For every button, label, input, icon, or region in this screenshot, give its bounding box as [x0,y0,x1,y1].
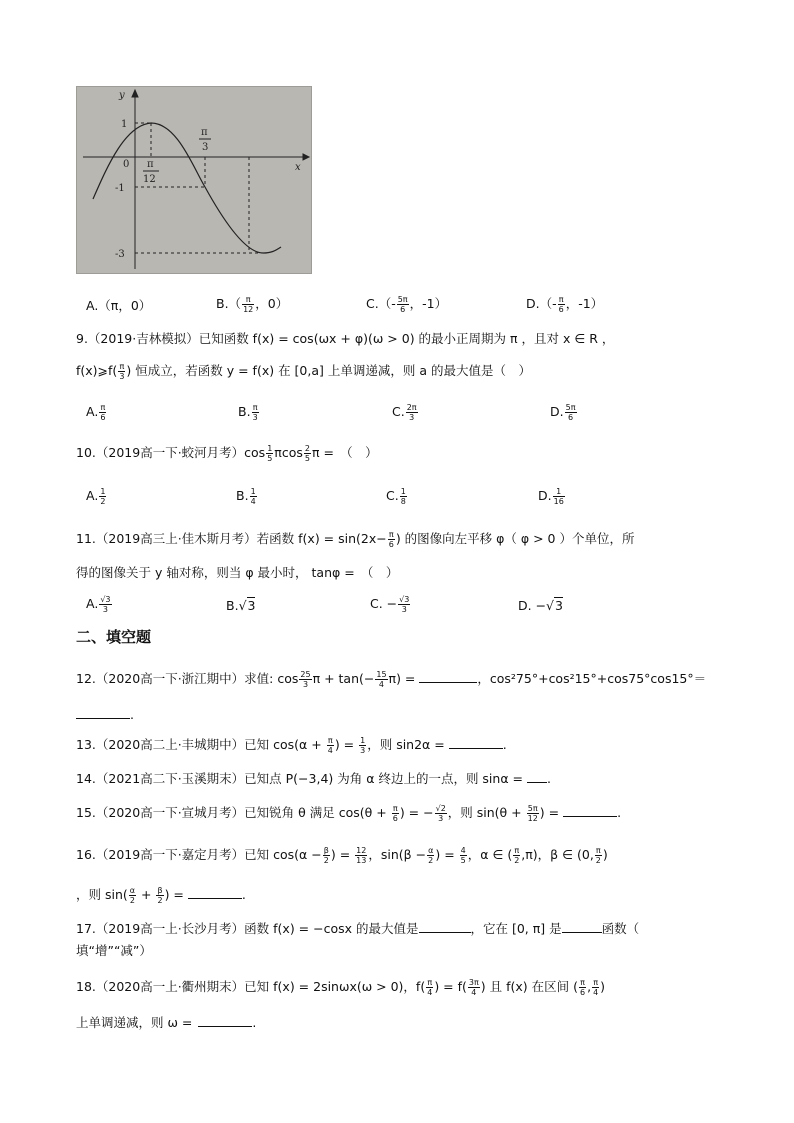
q18-blank[interactable] [198,1014,252,1027]
q11-stem-line2: 得的图像关于 y 轴对称，则当 φ 最小时， tanφ = （ ） [76,565,399,580]
q18-stem-line1: 18.（2020高一上·衢州期末）已知 f(x) = 2sinωx(ω > 0)，f( $\frac{\pi}{4}$ ) = f( $\frac{3\pi}{4}$ ) 且 f(x) 在区间 ( $\frac{\pi}{6}$ , $\frac{\pi}{4}$ ) [76,978,606,997]
q8-option-a[interactable]: A.（π，0） [86,298,152,313]
q18-stem-line2: 上单调递减，则 ω = . [76,1015,257,1030]
q16-stem-line1: 16.（2019高一下·嘉定月考）已知 cos(α − $\frac{\beta}{2}$ ) = $\frac{12}{13}$ ，sin(β − $\frac{\alpha}{2}$ ) = $\frac{4}{5}$ ，α ∈ ( $\frac{\pi}{2}$ ,π)，β ∈ (0, $\frac{\pi}{2}$ ) [76,846,608,865]
q16-blank[interactable] [188,886,242,899]
q14-blank[interactable] [527,770,547,783]
q17-blank-2[interactable] [562,920,602,933]
x-tick-a-den: 12 [143,174,156,185]
q16-stem-line2: ，则 sin( $\frac{\alpha}{2}$ + $\frac{\beta}{2}$ ) = . [76,886,246,905]
q12-stem: 12.（2020高一下·浙江期中）求值: cos $\frac{25}{3}$ π + tan(− $\frac{15}{4}$ π) = ，cos²75°+cos²15°+cos75°cos15°＝ [76,670,707,689]
q17-stem-line1: 17.（2019高一上·长沙月考）函数 f(x) = −cosx 的最大值是 ，它在 [0, π] 是 函数（ [76,921,640,936]
q9-option-b[interactable]: B. $\frac{\pi}{3}$ [238,403,258,422]
q11-option-c[interactable]: C. − $\frac{√3}{3}$ [370,595,410,614]
q9-option-c[interactable]: C. $\frac{2\pi}{3}$ [392,403,417,422]
q9-option-d[interactable]: D. $\frac{5\pi}{6}$ [550,403,576,422]
q11-option-a[interactable]: A. $\frac{√3}{3}$ [86,595,111,614]
q11-stem-line1: 11.（2019高三上·佳木斯月考）若函数 f(x) = sin(2x− $\frac{\pi}{6}$ ) 的图像向左平移 φ（ φ > 0 ）个单位，所 [76,530,635,549]
q9-stem-line1: 9.（2019·吉林模拟）已知函数 f(x) = cos(ωx + φ)(ω > 0) 的最小正周期为 π ，且对 x ∈ R ， [76,331,615,346]
q11-option-b[interactable]: B.√3 [226,598,256,613]
y-tick-neg3: -3 [115,249,125,260]
q12-blank-2[interactable] [76,706,130,719]
x-axis-label: x [295,162,301,173]
graph-figure [76,86,312,274]
frac: $\frac{\pi}{6}$ [558,295,564,314]
q10-option-c[interactable]: C. $\frac{1}{8}$ [386,487,406,506]
frac: $\frac{\pi}{12}$ [243,295,254,314]
q10-option-b[interactable]: B. $\frac{1}{4}$ [236,487,256,506]
q12-blank-1[interactable] [419,670,477,683]
y-tick-1: 1 [121,119,128,130]
q8-option-b[interactable]: B.（ $\frac{\pi}{12}$ ，0） [216,295,289,314]
q12-line2: . [76,704,134,726]
frac: $\frac{5\pi}{6}$ [397,295,408,314]
q15-blank[interactable] [563,804,617,817]
x-tick-a-num: π [147,159,154,170]
origin-label: 0 [123,159,130,170]
q8-option-d[interactable]: D.（- $\frac{\pi}{6}$ ，-1） [526,295,604,314]
q9-option-a[interactable]: A. $\frac{\pi}{6}$ [86,403,106,422]
y-axis-label: y [119,90,125,101]
q10-option-a[interactable]: A. $\frac{1}{2}$ [86,487,106,506]
x-axis-arrow [303,154,309,160]
q17-blank-1[interactable] [419,920,471,933]
x-tick-b-num: π [201,127,208,138]
y-axis-arrow [132,90,138,97]
q9-stem-line2: f(x)⩾f( $\frac{\pi}{3}$ ) 恒成立，若函数 y = f(x) 在 [0,a] 上单调递减，则 a 的最大值是（ ） [76,362,531,381]
q13-stem: 13.（2020高二上·丰城期中）已知 cos(α + $\frac{\pi}{4}$ ) = $\frac{1}{3}$ ，则 sin2α = . [76,736,507,755]
y-tick-neg1: -1 [115,183,125,194]
q15-stem: 15.（2020高一下·宣城月考）已知锐角 θ 满足 cos(θ + $\frac{\pi}{6}$ ) = − $\frac{√2}{3}$ ，则 sin(θ + $\frac{5\pi}{12}$ ) = . [76,804,622,823]
q17-stem-line2: 填“增”“减”） [76,943,152,958]
q13-blank[interactable] [449,736,503,749]
q10-option-d[interactable]: D. $\frac{1}{16}$ [538,487,564,506]
x-tick-b-den: 3 [202,142,209,153]
section-heading-fill-in: 二、填空题 [76,628,152,646]
q11-option-d[interactable]: D. −√3 [518,598,563,613]
q10-stem: 10.（2019高一下·蛟河月考）cos $\frac{1}{5}$ πcos $\frac{2}{5}$ π = （ ） [76,444,378,463]
sine-graph [77,87,311,273]
q14-stem: 14.（2021高二下·玉溪期末）已知点 P(−3,4) 为角 α 终边上的一点，则 sinα = . [76,771,551,786]
q8-option-c[interactable]: C.（- $\frac{5\pi}{6}$ ，-1） [366,295,448,314]
